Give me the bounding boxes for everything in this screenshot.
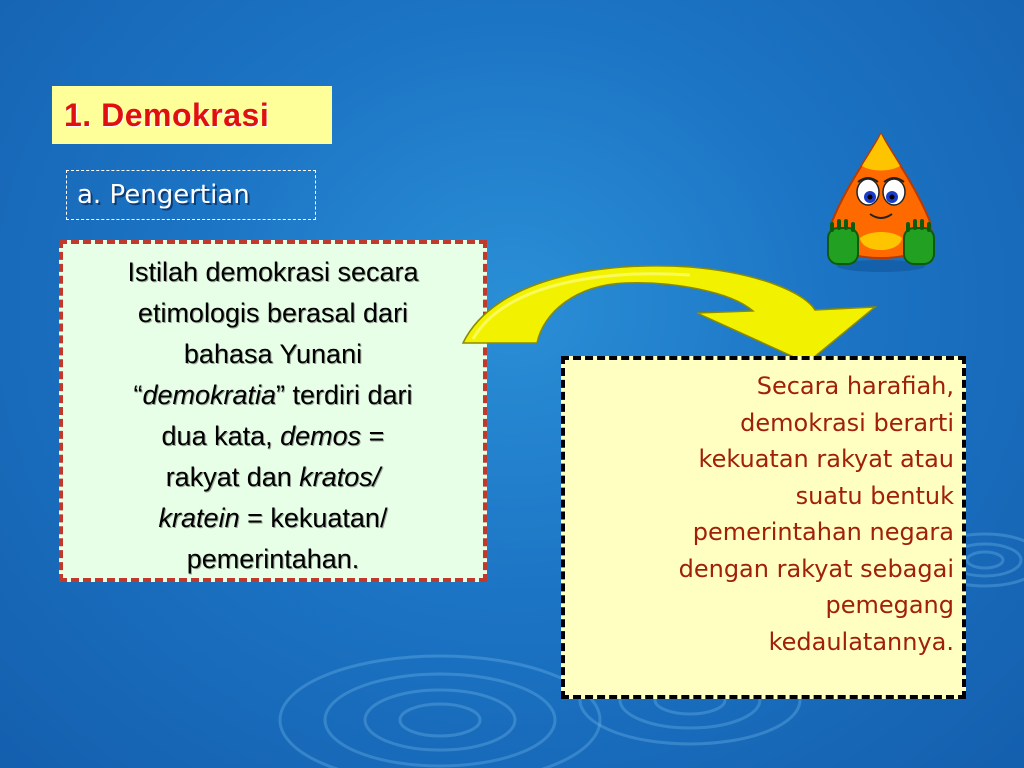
- left-line-3: bahasa Yunani: [183, 339, 363, 369]
- term-kratos: kratos/: [299, 462, 381, 492]
- right-line-7: pemegang: [825, 591, 954, 619]
- right-line-2: demokrasi berarti: [740, 408, 954, 437]
- slide-title: 1. Demokrasi: [64, 96, 270, 133]
- right-line-5: pemerintahan negara: [692, 518, 954, 546]
- left-line-1: Istilah demokrasi secara: [127, 257, 419, 287]
- title-box: [52, 86, 332, 144]
- term-kratein: kratein: [158, 503, 240, 533]
- left-line-4-rest: ” terdiri dari: [276, 380, 413, 410]
- right-line-8: kedaulatannya.: [768, 627, 954, 656]
- right-line-4: suatu bentuk: [795, 481, 954, 510]
- right-line-6: dengan rakyat sebagai: [678, 554, 954, 583]
- term-demokratia: demokratia: [142, 380, 277, 410]
- left-line-6-pre: rakyat dan: [165, 462, 300, 492]
- slide-subtitle: a. Pengertian: [77, 180, 250, 210]
- mascot-character-icon: [820, 130, 942, 275]
- left-line-7-post: = kekuatan/: [239, 503, 388, 533]
- subtitle-box: [66, 170, 316, 220]
- right-line-1: Secara harafiah,: [756, 372, 954, 400]
- left-line-2: etimologis berasal dari: [137, 298, 409, 328]
- left-line-5-post: =: [361, 421, 385, 451]
- left-line-5-pre: dua kata,: [161, 421, 281, 451]
- definition-literal-box: [561, 356, 966, 699]
- right-line-3: kekuatan rakyat atau: [698, 445, 954, 473]
- left-line-4-open-quote: “: [133, 380, 143, 410]
- definition-etymology-box: [59, 240, 487, 582]
- term-demos: demos: [280, 421, 362, 451]
- left-line-8: pemerintahan.: [186, 544, 360, 574]
